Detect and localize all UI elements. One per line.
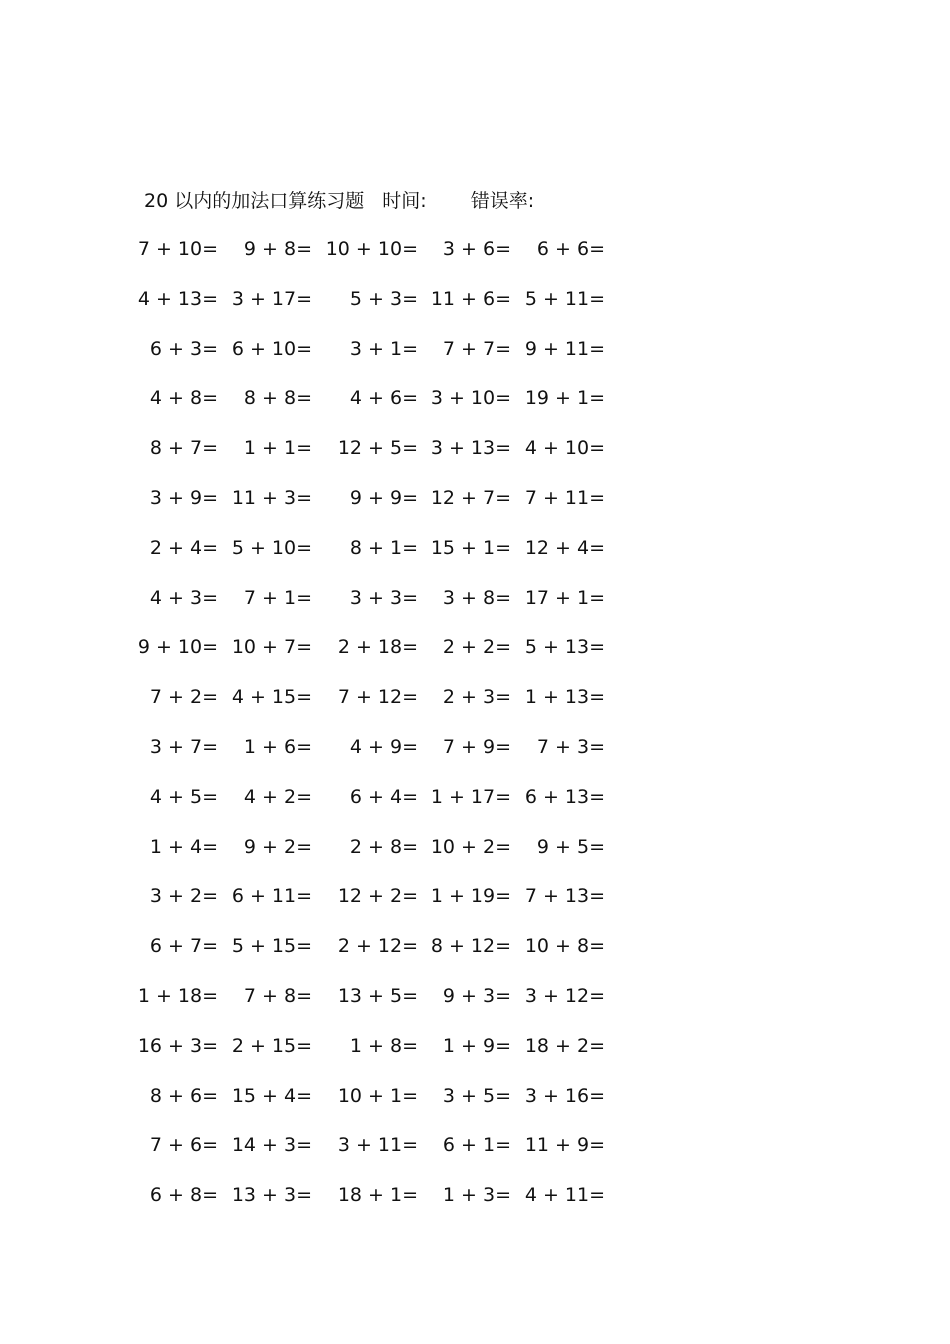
problem-cell: 4 + 9= [349,736,418,758]
problem-cell: 11 + 3= [231,487,312,509]
problem-cell: 6 + 3= [149,337,218,360]
problem-cell: 1 + 4= [149,835,218,858]
problem-cell: 16 + 3= [137,1034,218,1057]
problem-cell: 9 + 8= [243,238,312,260]
problem-cell: 7 + 6= [149,1134,218,1157]
problem-cell: 7 + 10= [137,238,218,260]
problem-cell: 1 + 19= [430,885,511,908]
problem-row [0,1081,700,1111]
problem-cell: 2 + 18= [337,636,418,659]
problem-row [0,284,700,314]
problem-cell: 9 + 2= [243,835,312,858]
problem-cell: 9 + 11= [524,337,605,360]
problem-row [0,583,700,613]
problem-cell: 5 + 10= [231,536,312,559]
problem-cell: 3 + 5= [442,1084,511,1107]
problem-cell: 3 + 12= [524,985,605,1007]
problem-cell: 10 + 8= [524,935,605,958]
problem-row [0,433,700,463]
problem-cell: 1 + 9= [442,1034,511,1057]
problem-cell: 10 + 7= [231,636,312,659]
problem-cell: 7 + 8= [243,985,312,1007]
problem-cell: 4 + 5= [149,785,218,808]
problem-cell: 12 + 7= [430,487,511,509]
problem-cell: 11 + 6= [430,287,511,310]
error-rate-label: 错误率: [470,190,535,212]
problem-cell: 5 + 13= [524,636,605,659]
problem-cell: 3 + 6= [442,238,511,260]
problem-row [0,981,700,1011]
problem-cell: 2 + 8= [349,835,418,858]
problem-cell: 11 + 9= [524,1134,605,1157]
problem-cell: 4 + 11= [524,1184,605,1207]
problem-cell: 3 + 9= [149,487,218,509]
problem-cell: 1 + 8= [349,1034,418,1057]
problem-cell: 8 + 7= [149,437,218,460]
problem-row [0,881,700,911]
problem-cell: 10 + 10= [325,238,418,260]
problem-row [0,533,700,563]
problem-cell: 10 + 1= [337,1084,418,1107]
problem-cell: 7 + 3= [536,736,605,758]
problem-cell: 3 + 16= [524,1084,605,1107]
problem-cell: 7 + 1= [243,586,312,609]
problem-cell: 3 + 2= [149,885,218,908]
problem-cell: 6 + 7= [149,935,218,958]
problem-cell: 12 + 2= [337,885,418,908]
problem-cell: 9 + 3= [442,985,511,1007]
problem-cell: 3 + 7= [149,736,218,758]
problem-cell: 6 + 6= [536,238,605,260]
problem-cell: 7 + 12= [337,686,418,709]
problem-cell: 6 + 13= [524,785,605,808]
problem-cell: 15 + 4= [231,1084,312,1107]
problem-row [0,782,700,812]
problem-cell: 4 + 2= [243,785,312,808]
problem-cell: 6 + 11= [231,885,312,908]
problem-row [0,383,700,413]
problem-cell: 6 + 1= [442,1134,511,1157]
problem-cell: 3 + 13= [430,437,511,460]
problem-row [0,1031,700,1061]
problem-cell: 4 + 6= [349,387,418,410]
problem-cell: 5 + 11= [524,287,605,310]
problem-cell: 8 + 6= [149,1084,218,1107]
problem-cell: 13 + 5= [337,985,418,1007]
problem-cell: 19 + 1= [524,387,605,410]
problem-row [0,931,700,961]
problem-cell: 9 + 5= [536,835,605,858]
problem-cell: 8 + 8= [243,387,312,410]
problem-cell: 5 + 15= [231,935,312,958]
problem-cell: 8 + 1= [349,536,418,559]
problem-cell: 7 + 9= [442,736,511,758]
problem-cell: 18 + 2= [524,1034,605,1057]
problem-row [0,1130,700,1160]
problem-cell: 7 + 13= [524,885,605,908]
problem-row [0,483,700,513]
problem-cell: 1 + 18= [137,985,218,1007]
problem-cell: 14 + 3= [231,1134,312,1157]
problem-cell: 3 + 10= [430,387,511,410]
problem-cell: 9 + 9= [349,487,418,509]
problem-cell: 2 + 12= [337,935,418,958]
time-label: 时间: [382,190,427,212]
problem-cell: 4 + 3= [149,586,218,609]
problem-row [0,234,700,264]
problem-cell: 3 + 1= [349,337,418,360]
problem-cell: 7 + 7= [442,337,511,360]
problem-cell: 12 + 4= [524,536,605,559]
problem-cell: 3 + 3= [349,586,418,609]
problem-cell: 2 + 15= [231,1034,312,1057]
problem-cell: 4 + 15= [231,686,312,709]
problem-cell: 9 + 10= [137,636,218,659]
problem-cell: 5 + 3= [349,287,418,310]
problem-row [0,682,700,712]
problem-cell: 1 + 1= [243,437,312,460]
problem-cell: 2 + 3= [442,686,511,709]
worksheet-title: 20 以内的加法口算练习题 [144,190,365,212]
problem-cell: 4 + 8= [149,387,218,410]
problem-cell: 15 + 1= [430,536,511,559]
problem-cell: 12 + 5= [337,437,418,460]
problem-row [0,632,700,662]
problem-cell: 8 + 12= [430,935,511,958]
problem-cell: 2 + 2= [442,636,511,659]
problem-row [0,1180,700,1210]
problem-cell: 2 + 4= [149,536,218,559]
problem-cell: 13 + 3= [231,1184,312,1207]
problem-row [0,832,700,862]
problem-cell: 18 + 1= [337,1184,418,1207]
problem-cell: 6 + 10= [231,337,312,360]
problem-cell: 10 + 2= [430,835,511,858]
problem-cell: 1 + 3= [442,1184,511,1207]
problem-cell: 3 + 11= [337,1134,418,1157]
problem-cell: 4 + 10= [524,437,605,460]
problem-cell: 7 + 2= [149,686,218,709]
problem-cell: 3 + 17= [231,287,312,310]
problem-cell: 7 + 11= [524,487,605,509]
problem-cell: 4 + 13= [137,287,218,310]
problem-cell: 3 + 8= [442,586,511,609]
problem-cell: 1 + 13= [524,686,605,709]
problem-cell: 6 + 4= [349,785,418,808]
problem-cell: 17 + 1= [524,586,605,609]
problem-cell: 6 + 8= [149,1184,218,1207]
problem-row [0,732,700,762]
problem-cell: 1 + 17= [430,785,511,808]
problem-row [0,334,700,364]
problem-cell: 1 + 6= [243,736,312,758]
